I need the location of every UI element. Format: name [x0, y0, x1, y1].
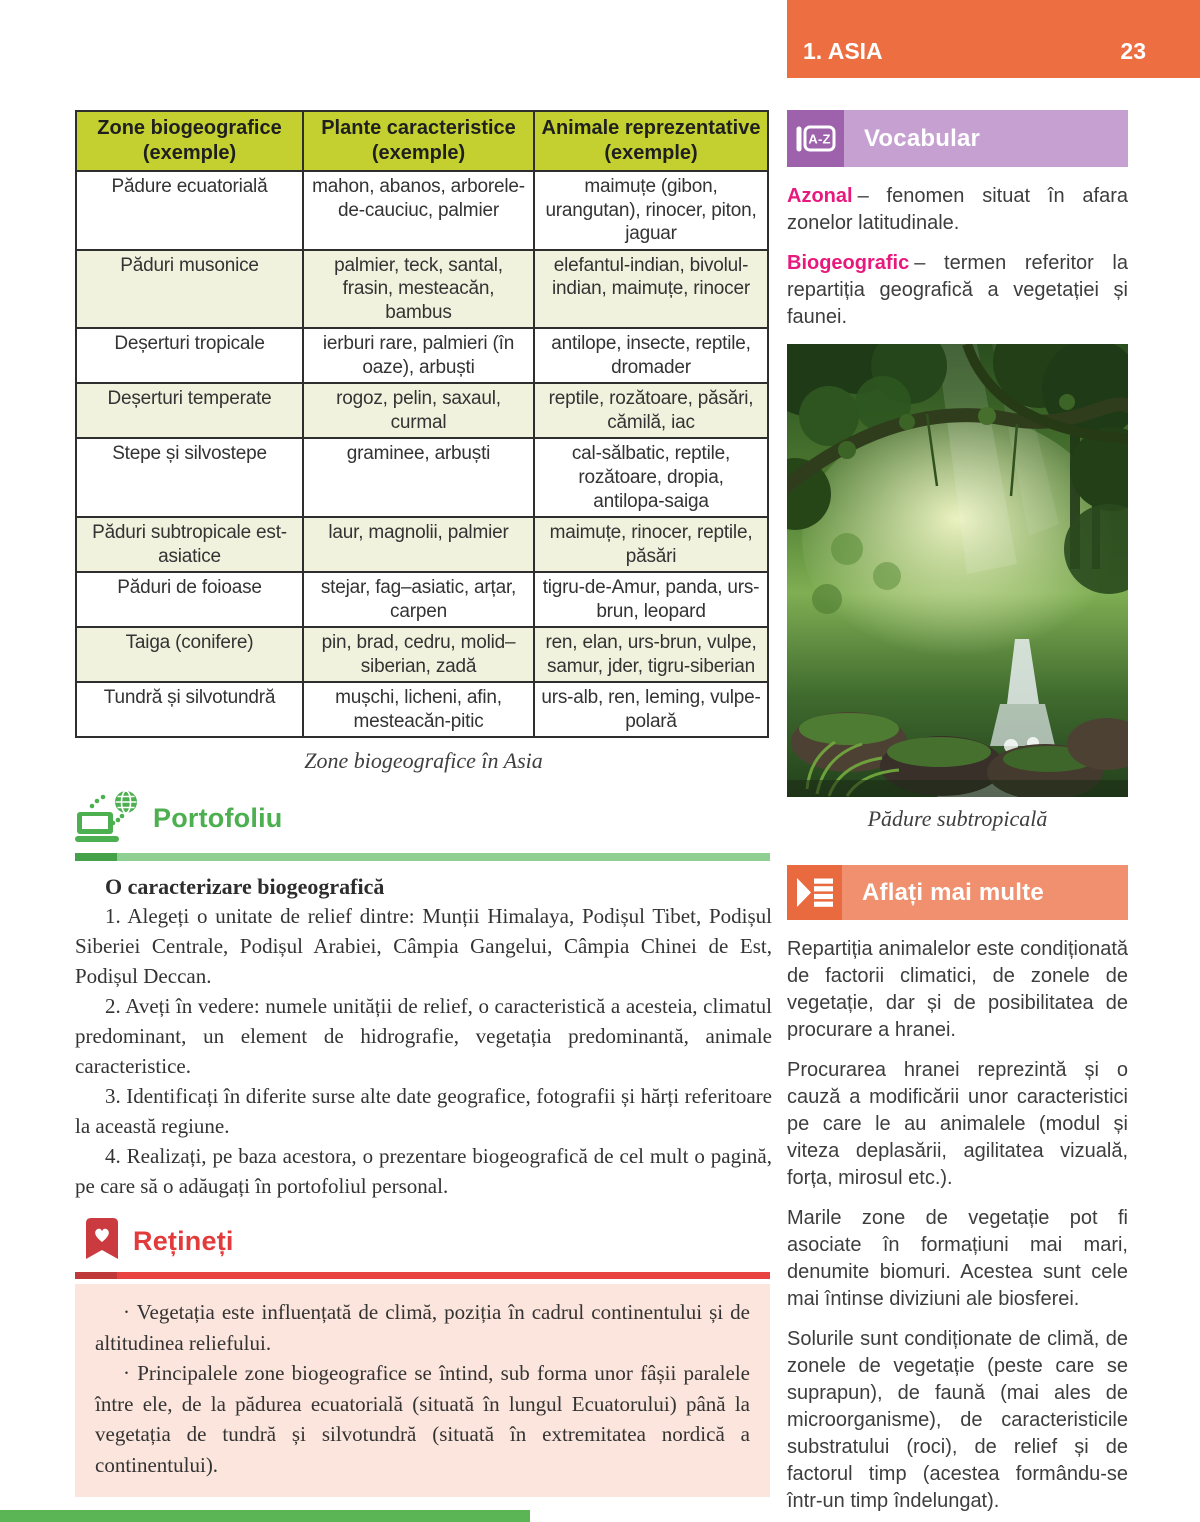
learn-more-paragraph: Procurarea hranei reprezintă și o cauză a modificării unor caracteristici pe care le au animalele (modul și viteza deplasării, agilitatea vizuală, forța, mirosul etc.).: [787, 1059, 1128, 1189]
remember-bullet: · Principalele zone biogeografice se întind, sub forma unor fâșii paralele între ele, de la pădurea ecuatorială (situată în lungul Ecuatorului) până la vegetația de tundră și silvotundră (situată în extremitatea nordică a continentului).: [95, 1361, 750, 1477]
cell-zone: Stepe și silvostepe: [76, 438, 303, 517]
portfolio-step: 1. Alegeți o unitate de relief dintre: Munții Himalaya, Podișul Tibet, Podișul Siberiei Centrale, Podișul Arabiei, Câmpia Gangelui, Câmpia Chinei de Est, Podișul Deccan.: [75, 904, 772, 989]
cell-zone: Păduri subtropicale est-asiatice: [76, 517, 303, 572]
vocabulary-header: [787, 110, 1128, 167]
cell-animals: maimuțe (gibon, urangutan), rinocer, piton, jaguar: [534, 171, 768, 250]
cell-animals: ren, elan, urs-brun, vulpe, samur, jder, tigru-siberian: [534, 627, 768, 682]
sidebar: [787, 110, 1128, 1522]
vocabulary-definition: – fenomen situat în afara zonelor latitudinale.: [787, 185, 1128, 234]
cell-animals: antilope, insecte, reptile, dromader: [534, 328, 768, 383]
subtropical-forest-photo: [787, 344, 1128, 797]
col-header-plants: Plante caracteristice (exemple): [303, 111, 534, 171]
bookmark-heart-icon: [85, 1217, 119, 1266]
table-row: [76, 572, 768, 627]
cell-plants: mahon, abanos, arborele-de-cauciuc, palmier: [303, 171, 534, 250]
learn-more-paragraph: Marile zone de vegetație pot fi asociate în formațiuni mai mari, denumite biomuri. Acestea sunt cele mai întinse diviziuni ale biosferei.: [787, 1207, 1128, 1310]
a-z-icon-label: A-Z: [807, 131, 831, 146]
cell-zone: Păduri musonice: [76, 250, 303, 329]
cell-animals: urs-alb, ren, leming, vulpe-polară: [534, 682, 768, 737]
cell-plants: stejar, fag–asiatic, arțar, carpen: [303, 572, 534, 627]
cell-animals: reptile, rozătoare, păsări, cămilă, iac: [534, 383, 768, 438]
table-row: [76, 171, 768, 250]
chapter-title: 1. ASIA: [803, 38, 883, 64]
vocabulary-entry: [787, 183, 1128, 237]
portfolio-step: 2. Aveți în vedere: numele unității de relief, o caracteristică a acesteia, climatul predominant, un element de hidrografie, vegetația predominantă, animale caracteristice.: [75, 994, 772, 1079]
portfolio-body: [75, 874, 772, 1201]
main-column: [75, 110, 772, 1497]
cell-zone: Pădure ecuatorială: [76, 171, 303, 250]
portfolio-step: 4. Realizați, pe baza acestora, o prezentare biogeografică de cel mult o pagină, pe care să o adăugați în portofoliul personal.: [75, 1144, 772, 1199]
cell-zone: Deșerturi tropicale: [76, 328, 303, 383]
table-header-row: [76, 111, 768, 171]
a-z-dictionary-icon: [787, 110, 844, 167]
col-header-animals: Animale reprezentative (exemple): [534, 111, 768, 171]
cell-animals: maimuțe, rinocer, reptile, păsări: [534, 517, 768, 572]
remember-box: [75, 1284, 770, 1497]
table-row: [76, 328, 768, 383]
table-caption: Zone biogeografice în Asia: [304, 748, 543, 774]
footer-bar: [0, 1510, 530, 1522]
vocabulary-term: Azonal: [787, 185, 853, 207]
table-row: [76, 627, 768, 682]
biogeographic-table: [75, 110, 769, 738]
cell-zone: Păduri de foioase: [76, 572, 303, 627]
cell-plants: mușchi, licheni, afin, mesteacăn-pitic: [303, 682, 534, 737]
learn-more-title: Aflați mai multe: [862, 878, 1044, 906]
portfolio-title: Portofoliu: [153, 803, 283, 834]
remember-section-header: [75, 1217, 772, 1266]
table-row: [76, 383, 768, 438]
cell-plants: graminee, arbuști: [303, 438, 534, 517]
portfolio-heading: O caracterizare biogeografică: [105, 874, 385, 900]
portfolio-step: 3. Identificați în diferite surse alte date geografice, fotografii și hărți referitoare la această regiune.: [75, 1084, 772, 1139]
cell-plants: palmier, teck, santal, frasin, mesteacăn, bambus: [303, 250, 534, 329]
remember-bullet: · Vegetația este influențată de climă, poziția în cadrul continentului și de altitudinea reliefului.: [95, 1300, 750, 1355]
cell-animals: tigru-de-Amur, panda, urs-brun, leopard: [534, 572, 768, 627]
vocabulary-entry: [787, 250, 1128, 331]
cell-plants: ierburi rare, palmieri (în oaze), arbuști: [303, 328, 534, 383]
table-row: [76, 438, 768, 517]
red-divider-bar: [75, 1272, 770, 1279]
cell-zone: Tundră și silvotundră: [76, 682, 303, 737]
col-header-zones: Zone biogeografice (exemple): [76, 111, 303, 171]
learn-more-header: [787, 865, 1128, 920]
vocabulary-term: Biogeografic: [787, 252, 910, 274]
play-list-icon: [787, 865, 842, 920]
cell-plants: laur, magnolii, palmier: [303, 517, 534, 572]
cell-zone: Taiga (conifere): [76, 627, 303, 682]
photo-caption: Pădure subtropicală: [867, 806, 1048, 831]
cell-animals: cal-sălbatic, reptile, rozătoare, dropia, antilopa-saiga: [534, 438, 768, 517]
learn-more-paragraph: Solurile sunt condiționate de climă, de zonele de vegetație (peste care se suprapun), de faună (mai ales de microorganisme), de caracteristicile substratului (roci), de relief și de factorul timp (acestea formându-se într-un timp îndelungat).: [787, 1328, 1128, 1512]
cell-zone: Deșerturi temperate: [76, 383, 303, 438]
cell-plants: pin, brad, cedru, molid–siberian, zadă: [303, 627, 534, 682]
cell-plants: rogoz, pelin, saxaul, curmal: [303, 383, 534, 438]
table-row: [76, 517, 768, 572]
green-divider-bar: [75, 853, 770, 861]
learn-more-body: [787, 936, 1128, 1515]
learn-more-paragraph: Repartiția animalelor este condiționată de factorii climatici, de zonele de vegetație, dar și de posibilitatea de procurare a hranei.: [787, 938, 1128, 1041]
portfolio-section-header: [75, 790, 772, 847]
cell-animals: elefantul-indian, bivolul-indian, maimuțe, rinocer: [534, 250, 768, 329]
chapter-header: [787, 0, 1200, 78]
vocabulary-entries: [787, 183, 1128, 331]
page-number: 23: [1120, 38, 1146, 64]
table-row: [76, 250, 768, 329]
vocabulary-title: Vocabular: [864, 124, 981, 152]
table-row: [76, 682, 768, 737]
remember-title: Rețineți: [133, 1226, 234, 1257]
vocabulary-definition: – termen referitor la repartiția geografică a vegetației și faunei.: [787, 252, 1128, 328]
laptop-globe-icon: [75, 790, 139, 847]
